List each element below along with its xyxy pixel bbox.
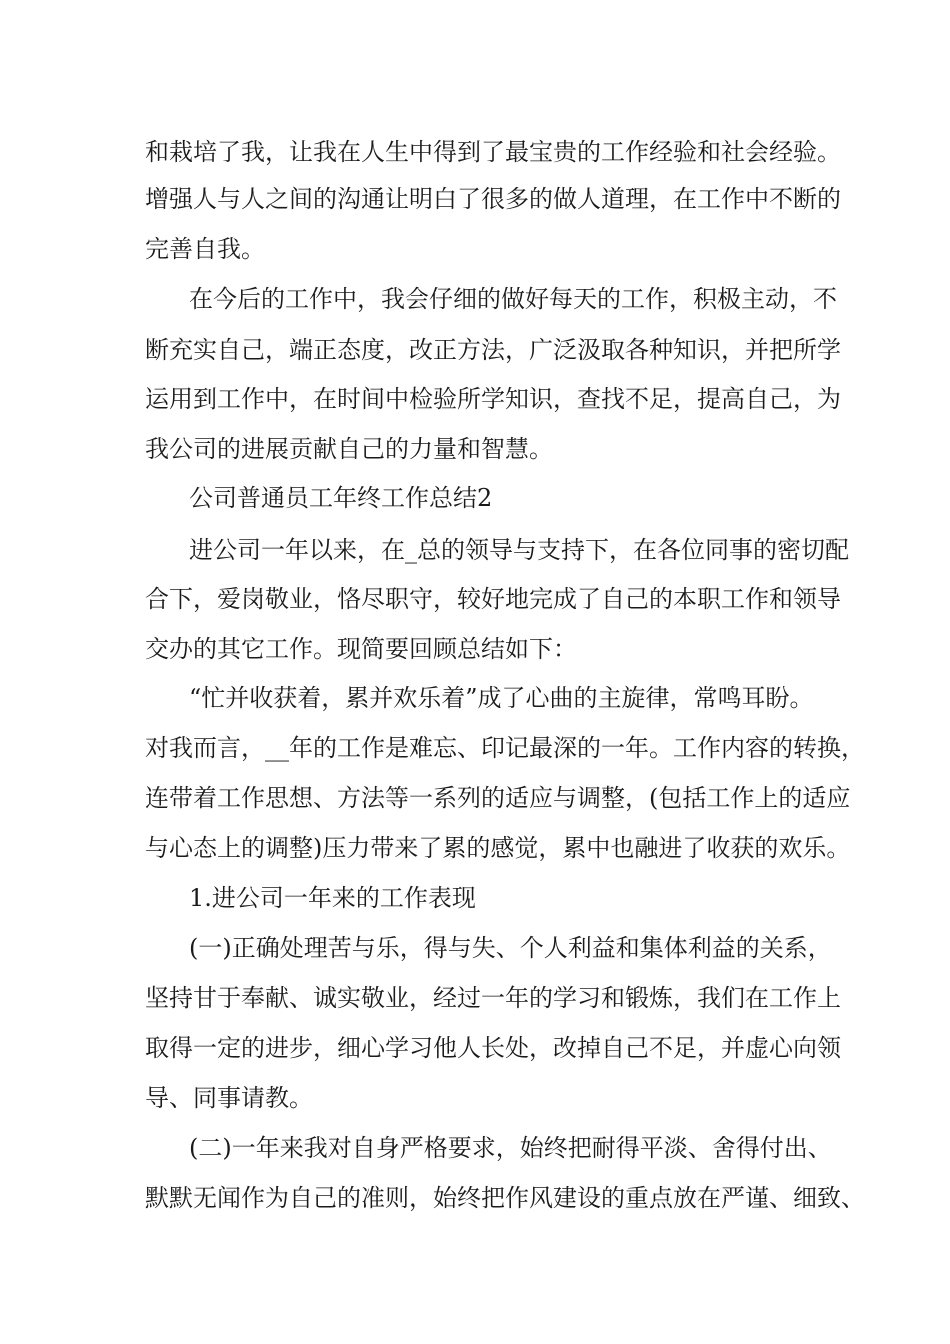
text-line: 合下，爱岗敬业，恪尽职守，较好地完成了自己的本职工作和领导 — [145, 585, 841, 613]
text-line: 和栽培了我，让我在人生中得到了最宝贵的工作经验和社会经验。 — [145, 138, 841, 166]
text-line: 增强人与人之间的沟通让明白了很多的做人道理，在工作中不断的 — [145, 185, 841, 213]
text-line: 在今后的工作中，我会仔细的做好每天的工作，积极主动，不 — [189, 285, 837, 313]
text-line: 坚持甘于奉献、诚实敬业，经过一年的学习和锻炼，我们在工作上 — [145, 984, 841, 1012]
text-line: (二)一年来我对自身严格要求，始终把耐得平淡、舍得付出、 — [189, 1134, 832, 1162]
text-line: 我公司的进展贡献自己的力量和智慧。 — [145, 435, 553, 463]
text-line: 连带着工作思想、方法等一系列的适应与调整，(包括工作上的适应 — [145, 784, 851, 812]
text-line: 进公司一年以来，在_总的领导与支持下，在各位同事的密切配 — [189, 536, 849, 564]
text-line: 取得一定的进步，细心学习他人长处，改掉自己不足，并虚心向领 — [145, 1034, 841, 1062]
text-line: 与心态上的调整)压力带来了累的感觉，累中也融进了收获的欢乐。 — [145, 834, 851, 862]
section-heading: 公司普通员工年终工作总结2 — [189, 484, 493, 512]
text-line: 运用到工作中，在时间中检验所学知识，查找不足，提高自己，为 — [145, 385, 841, 413]
text-line: 完善自我。 — [145, 235, 265, 263]
text-line: 默默无闻作为自己的准则，始终把作风建设的重点放在严谨、细致、 — [145, 1184, 865, 1212]
text-line: 导、同事请教。 — [145, 1084, 313, 1112]
text-line: 对我而言，__年的工作是难忘、印记最深的一年。工作内容的转换， — [145, 734, 865, 762]
text-line: 断充实自己，端正态度，改正方法，广泛汲取各种知识，并把所学 — [145, 336, 841, 364]
section-heading: 1.进公司一年来的工作表现 — [189, 884, 476, 912]
text-line: (一)正确处理苦与乐，得与失、个人利益和集体利益的关系， — [189, 934, 832, 962]
text-line: 交办的其它工作。现简要回顾总结如下： — [145, 635, 577, 663]
text-line: “忙并收获着，累并欢乐着”成了心曲的主旋律，常鸣耳盼。 — [189, 684, 814, 712]
